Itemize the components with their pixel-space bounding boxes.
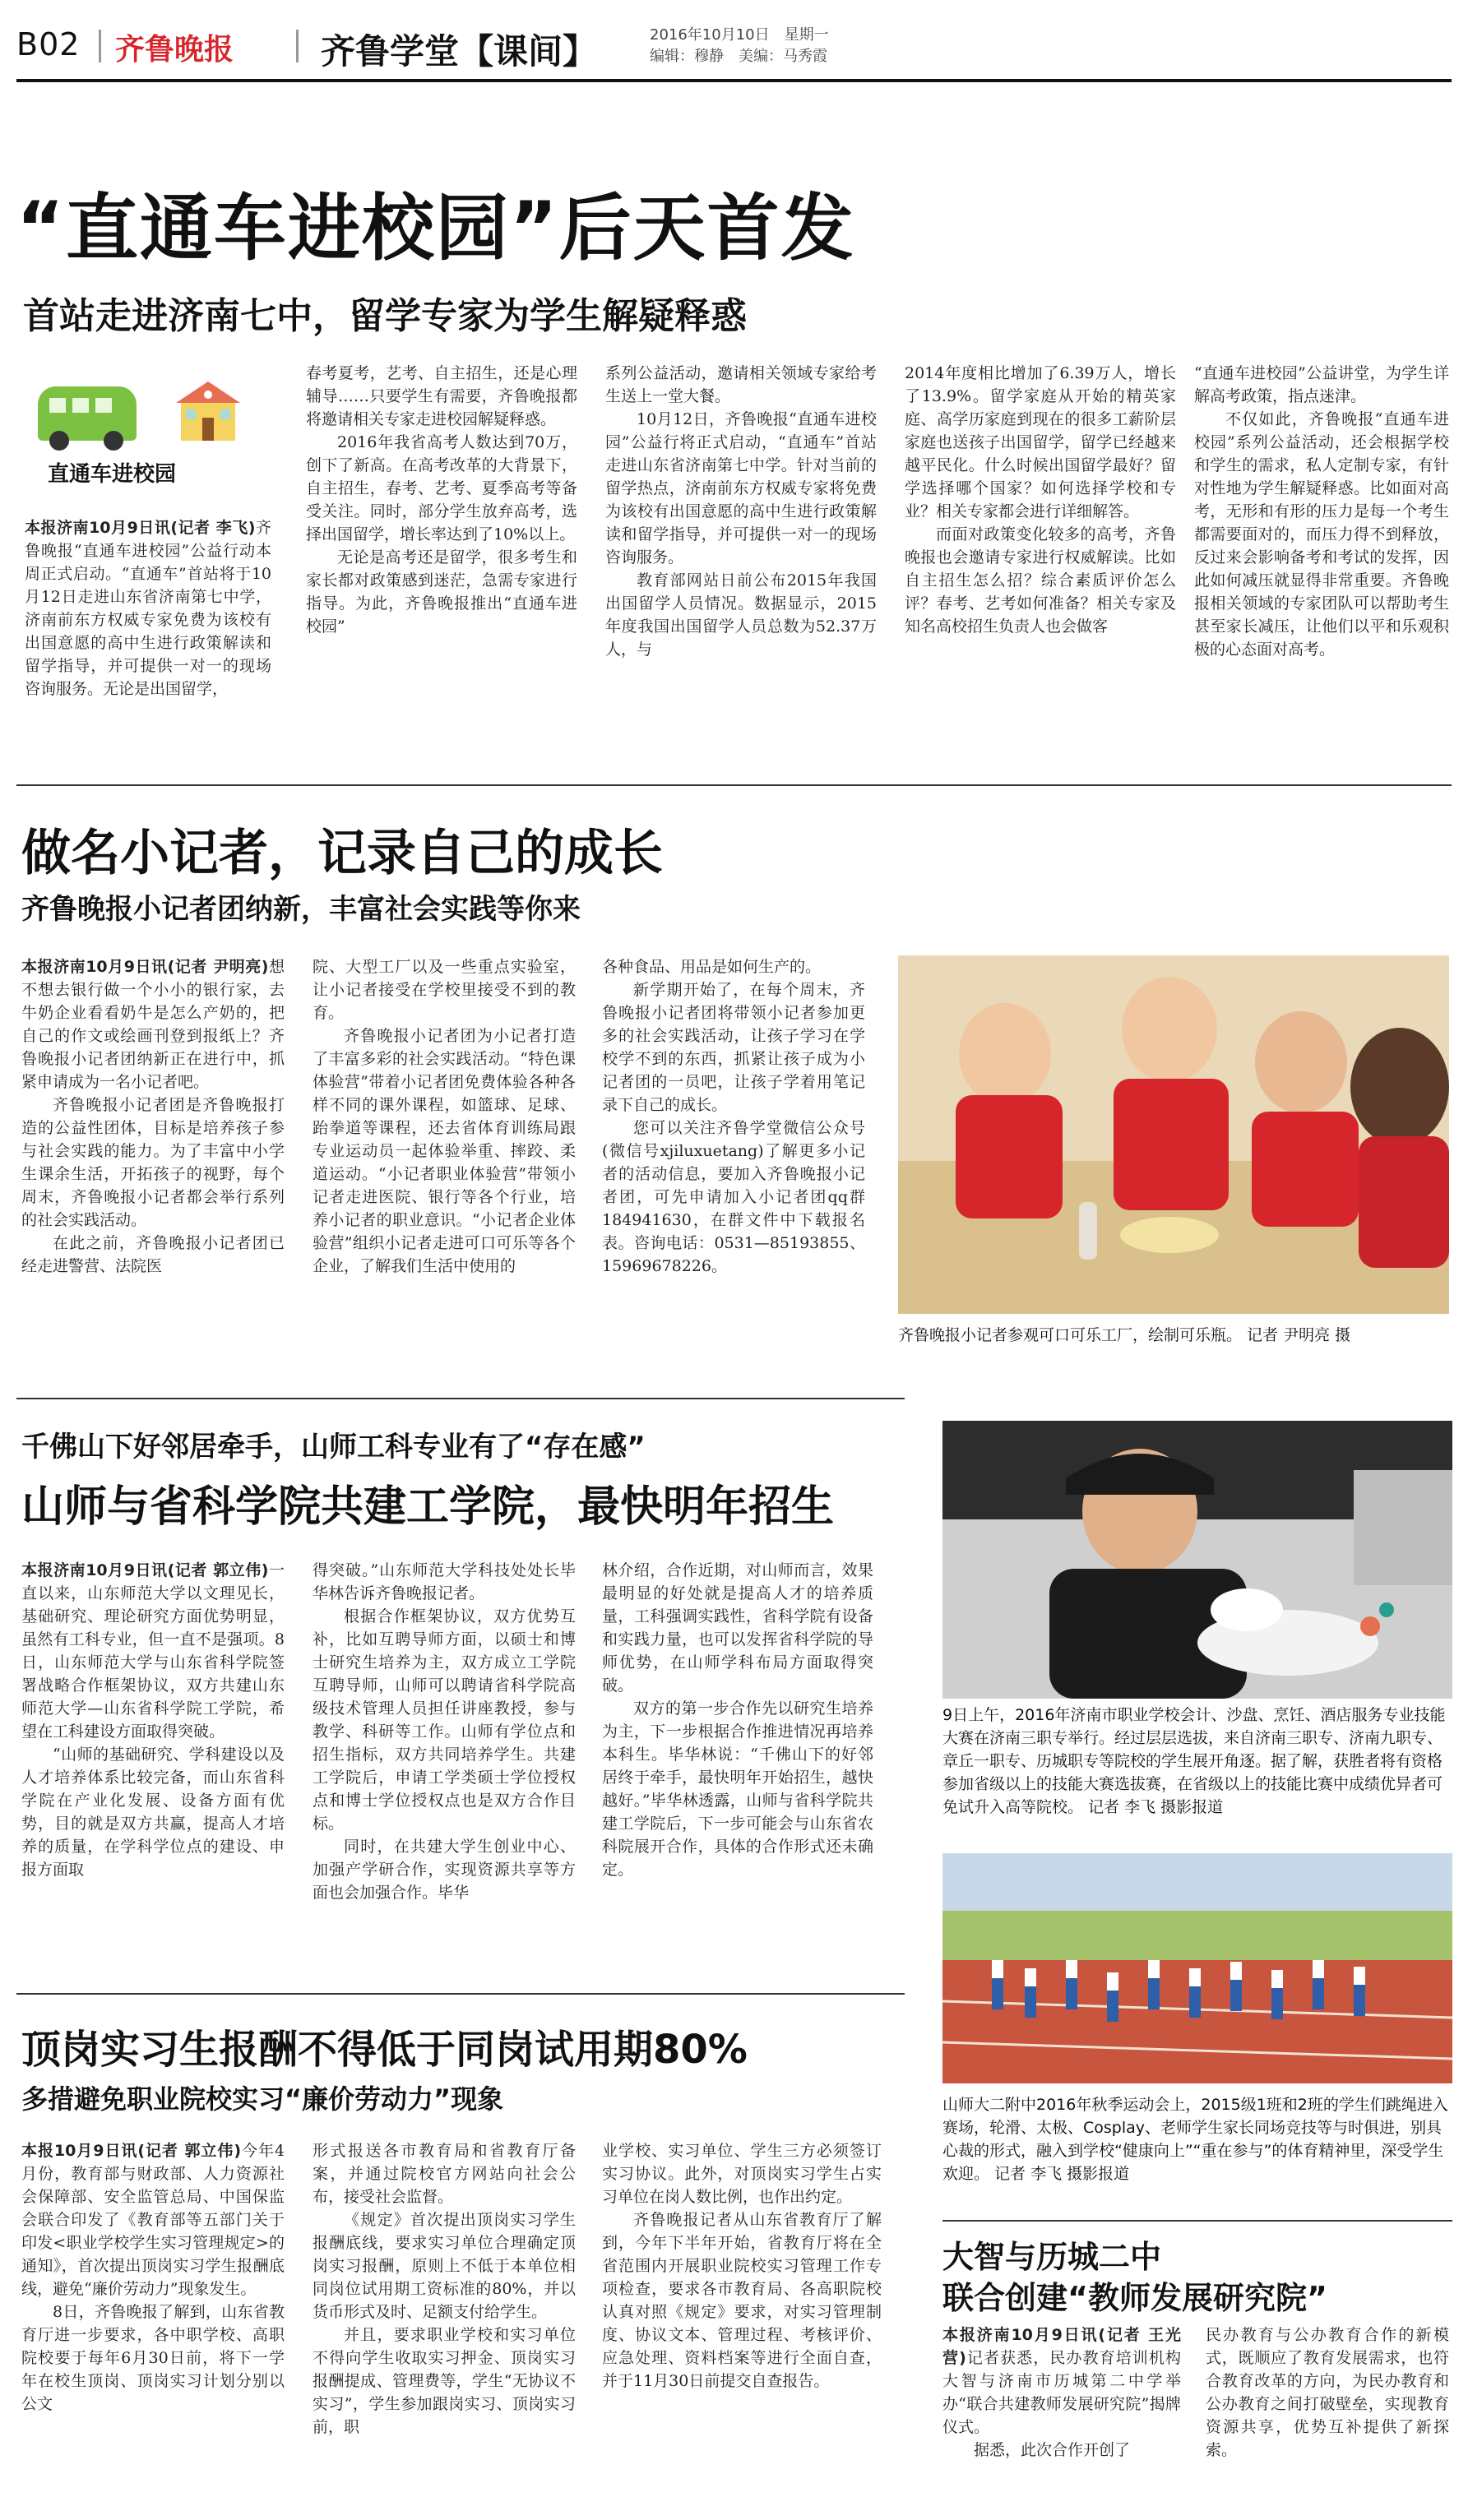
- photo-kids-drawing: [898, 955, 1449, 1314]
- newspaper-logo: 齐鲁晚报: [115, 32, 234, 67]
- divider: [296, 30, 299, 62]
- story1-col1: 本报济南10月9日讯(记者 李飞)齐鲁晚报“直通车进校园”公益行动本周正式启动。“直通车”首站将于10月12日走进山东省济南第七中学，济南前东方权威专家免费为该校有出国意愿的高中生进行政策解读和留学指导，并可提供一对一的现场咨询服务。无论是出国留学，: [25, 519, 271, 698]
- headline-story4: 顶岗实习生报酬不得低于同岗试用期80%: [21, 2027, 748, 2073]
- issue-date: 2016年10月10日 星期一: [650, 26, 829, 44]
- subhead-story2: 齐鲁晚报小记者团纳新，丰富社会实践等你来: [21, 893, 581, 926]
- byline: 本报济南10月9日讯(记者 尹明亮): [21, 958, 269, 976]
- story4-col2: 形式报送各市教育局和省教育厅备案，并通过院校官方网站向社会公布，接受社会监督。 《规定》首次提出顶岗实习学生报酬底线，要求实习单位合理确定顶岗实习报酬，原则上不低于本单位相同岗位试用期工资标准的80%，并以货币形式及时、足额支付给学生。 并且，要求职业学校和实习单位不得向学生收取实习押金、顶岗实习报酬提成、管理费等，学生“无协议不实习”，学生参加跟岗实习、顶岗实习前，职: [313, 2142, 576, 2436]
- story2-col3: 各种食品、用品是如何生产的。 新学期开始了，在每个周末，齐鲁晚报小记者团将带领小记者参加更多的社会实践活动，让孩子学习在学校学不到的东西，抓紧让孩子成为小记者团的一员吧，让孩子学着用笔记录下自己的成长。 您可以关注齐鲁学堂微信公众号(微信号xjiluxuetang)了解更多小记者的活动信息，要加入齐鲁晚报小记者团，可先申请加入小记者团qq群184941630，在群文件中下载报名表。咨询电话：0531—85193855、15969678226。: [602, 958, 865, 1275]
- column-logo-bus: [25, 370, 263, 503]
- byline: 本报济南10月9日讯(记者 郭立伟): [21, 1561, 269, 1579]
- story2-col1: 本报济南10月9日讯(记者 尹明亮)想不想去银行做一个小小的银行家，去牛奶企业看看奶牛是怎么产奶的，把自己的作文或绘画刊登到报纸上？齐鲁晚报小记者团纳新正在进行中，抓紧申请成为一名小记者吧。 齐鲁晚报小记者团是齐鲁晚报打造的公益性团体，目标是培养孩子参与社会实践的能力。为了丰富中小学生课余生活，开拓孩子的视野，每个周末，齐鲁晚报小记者都会举行系列的社会实践活动。 在此之前，齐鲁晚报小记者团已经走进警营、法院医: [21, 958, 285, 1275]
- section-divider: [16, 1398, 905, 1399]
- bus-icon: [38, 386, 137, 441]
- story1-col2: 春考夏考，艺考、自主招生，还是心理辅导……只要学生有需要，齐鲁晚报都将邀请相关专家走进校园解疑释惑。 2016年我省高考人数达到70万，创下了新高。在高考改革的大背景下，自主招生，春考、艺考、夏季高考等备受关注。同时，部分学生放弃高考，选择出国留学，增长率达到了10%以上。 无论是高考还是留学，很多考生和家长都对政策感到迷茫，急需专家进行指导。为此，齐鲁晚报推出“直通车进校园”: [306, 364, 577, 636]
- headline-story5-line2: 联合创建“教师发展研究院”: [942, 2280, 1327, 2316]
- issue-meta: [650, 25, 829, 67]
- story1-col5: “直通车进校园”公益讲堂，为学生详解高考政策，指点迷津。 不仅如此，齐鲁晚报“直通车进校园”系列公益活动，还会根据学校和学生的需求，私人定制专家，有针对性地为学生解疑释惑。比如面对高考，无形和有形的压力是每一个考生都需要面对的，而压力得不到释放，反过来会影响备考和考试的发挥，因此如何减压就显得非常重要。齐鲁晚报相关领域的专家团队可以帮助考生甚至家长减压，让他们以平和乐观积极的心态面对高考。: [1194, 364, 1449, 659]
- section-title: 齐鲁学堂【课间】: [321, 31, 598, 72]
- column-logo-label: 直通车进校园: [48, 462, 177, 487]
- photo-caption: 山师大二附中2016年秋季运动会上，2015级1班和2班的学生们跳绳进入赛场，轮滑、太极、Cosplay、老师学生家长同场竞技等与时俱进，别具心裁的形式，融入到学校“健康向上”“重在参与”的体育精神里，深受学生欢迎。 记者 李飞 摄影报道: [942, 2096, 1448, 2183]
- headline-story5-line1: 大智与历城二中: [942, 2239, 1162, 2275]
- photo-cooking-contest: [942, 1421, 1452, 1699]
- byline: 本报济南10月9日讯(记者 王光营): [942, 2326, 1181, 2367]
- section-divider: [16, 1993, 905, 1995]
- school-icon: [173, 377, 243, 442]
- photo-caption: 9日上午，2016年济南市职业学校会计、沙盘、烹饪、酒店服务专业技能大赛在济南三职专举行。经过层层选拔，来自济南三职专、济南九职专、章丘一职专、历城职专等院校的学生展开角逐。据了解，获胜者将有资格参加省级以上的技能大赛选拔赛，在省级以上的技能比赛中成绩优异者可免试升入高等院校。 记者 李飞 摄影报道: [942, 1706, 1446, 1816]
- story3-col3: 林介绍，合作近期，对山师而言，效果最明显的好处就是提高人才的培养质量，工科强调实践性，省科学院有设备和实践力量，也可以发挥省科学院的导师优势，在山师学科布局方面取得突破。 双方的第一步合作先以研究生培养为主，下一步根据合作推进情况再培养本科生。毕华林说：“千佛山下的好邻居终于牵手，最快明年开始招生，越快越好。”毕华林透露，山师与省科学院共建工学院后，下一步可能会与山东省农科院展开合作，具体的合作形式还未确定。: [602, 1561, 873, 1879]
- story5-col1: 本报济南10月9日讯(记者 王光营)记者获悉，民办教育培训机构大智与济南市历城第二中学举办“联合共建教师发展研究院”揭牌仪式。 据悉，此次合作开创了: [942, 2326, 1181, 2459]
- page-number: B02: [16, 26, 81, 62]
- photo-caption: 齐鲁晚报小记者参观可口可乐工厂，绘制可乐瓶。 记者 尹明亮 摄: [898, 1326, 1351, 1344]
- byline: 本报济南10月9日讯(记者 李飞): [25, 519, 256, 537]
- story3-col1: 本报济南10月9日讯(记者 郭立伟)一直以来，山东师范大学以文理见长，基础研究、理论研究方面优势明显，虽然有工科专业，但一直不是强项。8日，山东师范大学与山东省科学院签署战略合作框架协议，双方共建山东师范大学—山东省科学院工学院，希望在工科建设方面取得突破。 “山师的基础研究、学科建设以及人才培养体系比较完备，而山东省科学院在产业化发展、设备方面有优势，目的就是双方共赢，提高人才培养的质量，在学科学位点的建设、申报方面取: [21, 1561, 285, 1879]
- story1-col4: 2014年度相比增加了6.39万人，增长了13.9%。留学家庭从开始的精英家庭、高学历家庭到现在的很多工薪阶层家庭也送孩子出国留学，留学已经越来越平民化。什么时候出国留学最好？留学选择哪个国家？如何选择学校和专业？相关专家都会进行详细解答。 而面对政策变化较多的高考，齐鲁晚报也会邀请专家进行权威解读。比如自主招生怎么招？综合素质评价怎么评？春考、艺考如何准备？相关专家及知名高校招生负责人也会做客: [905, 364, 1176, 636]
- story4-col1: 本报10月9日讯(记者 郭立伟)今年4月份，教育部与财政部、人力资源社会保障部、安全监管总局、中国保监会联合印发了《教育部等五部门关于印发<职业学校学生实习管理规定>的通知》，首次提出顶岗实习学生报酬底线，避免“廉价劳动力”现象发生。 8日，齐鲁晚报了解到，山东省教育厅进一步要求，各中职学校、高职院校要于每年6月30日前，将下一学年在校生顶岗、顶岗实习计划分别以公文: [21, 2142, 285, 2413]
- story2-col2: 院、大型工厂以及一些重点实验室，让小记者接受在学校里接受不到的教育。 齐鲁晚报小记者团为小记者打造了丰富多彩的社会实践活动。“特色课体验营”带着小记者团免费体验各种各样不同的课外课程，如篮球、足球、跆拳道等课程，还去省体育训练局跟专业运动员一起体验举重、摔跤、柔道运动。“小记者职业体验营”带领小记者走进医院、银行等各个行业，培养小记者的职业意识。“小记者企业体验营”组织小记者走进可口可乐等各个企业，了解我们生活中使用的: [313, 958, 576, 1275]
- headline-story2: 做名小记者，记录自己的成长: [21, 825, 663, 882]
- photo-sports-meet: [942, 1853, 1452, 2083]
- story3-col2: 得突破。”山东师范大学科技处处长毕华林告诉齐鲁晚报记者。 根据合作框架协议，双方优势互补，比如互聘导师方面，以硕士和博士研究生培养为主，双方成立工学院互聘导师，山师可以聘请省科学院高级技术管理人员担任讲座教授，参与教学、科研等工作。山师有学位点和招生指标，双方共同培养学生。共建工学院后，申请工学类硕士学位授权点和博士学位授权点也是双方合作目标。 同时，在共建大学生创业中心、加强产学研合作，实现资源共享等方面也会加强合作。毕华: [313, 1561, 576, 1902]
- story1-col3: 系列公益活动，邀请相关领域专家给考生送上一堂大餐。 10月12日，齐鲁晚报“直通车进校园”公益行将正式启动，“直通车”首站走进山东省济南第七中学。针对当前的留学热点，济南前东方权威专家将免费为该校有出国意愿的高中生进行政策解读和留学指导，并可提供一对一的现场咨询服务。 教育部网站日前公布2015年我国出国留学人员情况。数据显示，2015年度我国出国留学人员总数为52.37万人，与: [605, 364, 877, 659]
- masthead: [16, 23, 1452, 72]
- editor-credits: 编辑：穆静 美编：马秀霞: [650, 48, 827, 65]
- subhead-story4: 多措避免职业院校实习“廉价劳动力”现象: [21, 2083, 504, 2115]
- story4-col3: 业学校、实习单位、学生三方必须签订实习协议。此外，对顶岗实习学生占实习单位在岗人数比例，也作出约定。 齐鲁晚报记者从山东省教育厅了解到，今年下半年开始，省教育厅将在全省范围内开展职业院校实习管理工作专项检查，要求各市教育局、各高职院校认真对照《规定》要求，对实习管理制度、协议文本、管理过程、考核评价、应急处理、资料档案等进行全面自查，并于11月30日前提交自查报告。: [602, 2142, 882, 2390]
- kicker-story3: 千佛山下好邻居牵手，山师工科专业有了“存在感”: [21, 1431, 646, 1463]
- headline-story3: 山师与省科学院共建工学院，最快明年招生: [21, 1482, 835, 1532]
- section-divider: [942, 2220, 1452, 2222]
- masthead-rule: [16, 79, 1452, 82]
- divider: [99, 30, 101, 62]
- section-divider: [16, 784, 1452, 786]
- byline: 本报10月9日讯(记者 郭立伟): [21, 2142, 242, 2160]
- story5-col2: 民办教育与公办教育合作的新模式，既顺应了教育发展需求，也符合教育改革的方向，为民办教育和公办教育之间打破壁垒，实现教育资源共享，优势互补提供了新探索。: [1206, 2326, 1449, 2459]
- headline-story1: “直通车进校园”后天首发: [16, 186, 855, 270]
- subhead-story1: 首站走进济南七中，留学专家为学生解疑释惑: [23, 295, 747, 337]
